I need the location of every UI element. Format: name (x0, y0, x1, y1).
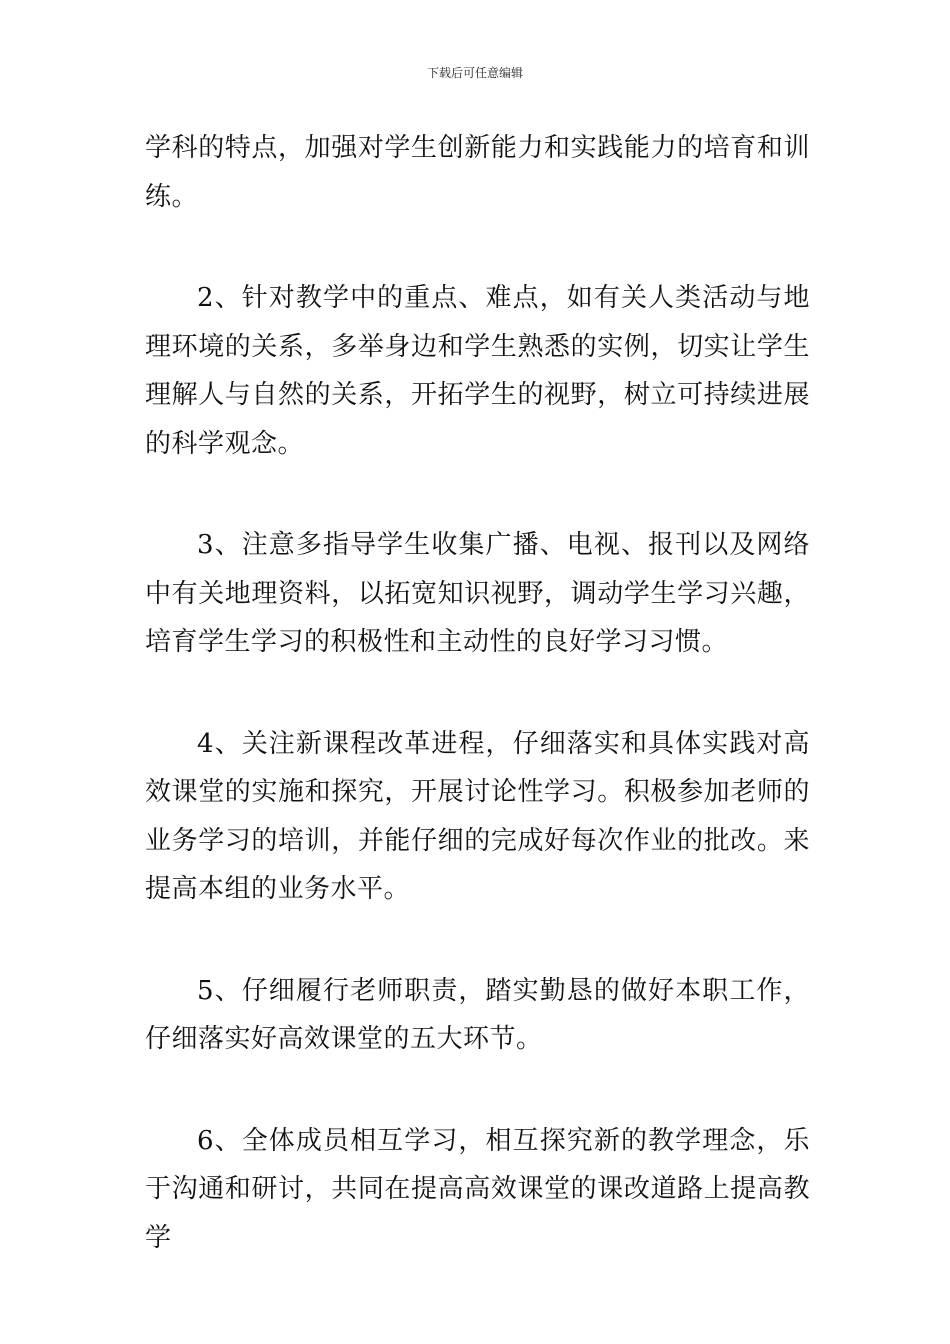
paragraph-item-3: 3、注意多指导学生收集广播、电视、报刊以及网络中有关地理资料，以拓宽知识视野，调动学生学习兴趣，培育学生学习的积极性和主动性的良好学习习惯。 (145, 530, 810, 657)
paragraph-gap (145, 1064, 810, 1117)
paragraph-item-2: 2、针对教学中的重点、难点，如有关人类活动与地理环境的关系，多举身边和学生熟悉的实例，切实让学生理解人与自然的关系，开拓学生的视野，树立可持续进展的科学观念。 (145, 283, 810, 459)
paragraph-item-4: 4、关注新课程改革进程，仔细落实和具体实践对高效课堂的实施和探究，开展讨论性学习。积极参加老师的业务学习的培训，并能仔细的完成好每次作业的批改。来提高本组的业务水平。 (145, 728, 810, 904)
paragraph-gap (145, 468, 810, 521)
paragraph-gap (145, 667, 810, 720)
paragraph-item-5: 5、仔细履行老师职责，踏实勤恳的做好本职工作，仔细落实好高效课堂的五大环节。 (145, 975, 810, 1054)
paragraph-item-6: 6、全体成员相互学习，相互探究新的教学理念，乐于沟通和研讨，共同在提高高效课堂的课改道路上提高教学 (145, 1125, 810, 1253)
page-header: 下载后可任意编辑 (426, 66, 523, 80)
paragraph-gap (145, 221, 810, 274)
paragraph-continuation: 学科的特点，加强对学生创新能力和实践能力的培育和训练。 (145, 133, 810, 212)
document-body (145, 124, 810, 1262)
paragraph-gap (145, 914, 810, 967)
